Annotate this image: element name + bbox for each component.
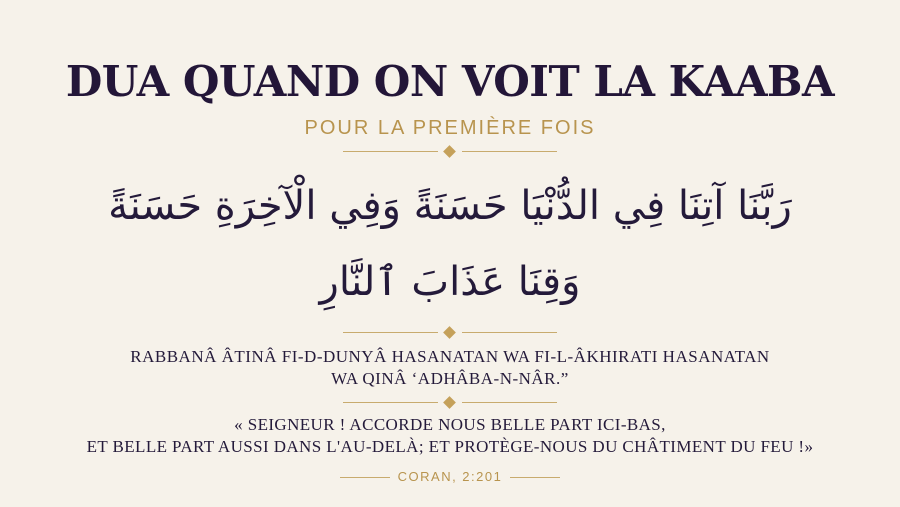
source-reference [0, 468, 900, 486]
ornament-divider [0, 145, 900, 159]
source-label: CORAN, 2:201 [397, 469, 503, 484]
transliteration-line-1: RABBANÂ ÂTINÂ FI-D-DUNYÂ HASANATAN WA FI-L-ÂKHIRATI HASANATAN [130, 347, 770, 366]
ornament-divider [0, 396, 900, 410]
translation [0, 414, 900, 458]
diamond-icon [443, 326, 456, 339]
diamond-icon [443, 145, 456, 158]
transliteration [0, 346, 900, 390]
diamond-icon [443, 396, 456, 409]
arabic-line-2: وَقِنَا عَذَابَ ٱلنَّارِ [319, 259, 581, 305]
translation-line-1: « SEIGNEUR ! ACCORDE NOUS BELLE PART ICI-BAS, [234, 415, 666, 434]
transliteration-line-2: WA QINÂ ‘ADHÂBA-N-NÂR.” [331, 369, 569, 388]
arabic-line-1: رَبَّنَا آتِنَا فِي الدُّنْيَا حَسَنَةً وَفِي الْآخِرَةِ حَسَنَةً [108, 183, 792, 229]
page-subtitle: POUR LA PREMIÈRE FOIS [304, 117, 596, 139]
translation-line-2: ET BELLE PART AUSSI DANS L'AU-DELÀ; ET PROTÈGE-NOUS DU CHÂTIMENT DU FEU !» [86, 437, 814, 456]
ornament-divider [0, 326, 900, 340]
page-title: DUA QUAND ON VOIT LA KAABA [65, 57, 835, 106]
